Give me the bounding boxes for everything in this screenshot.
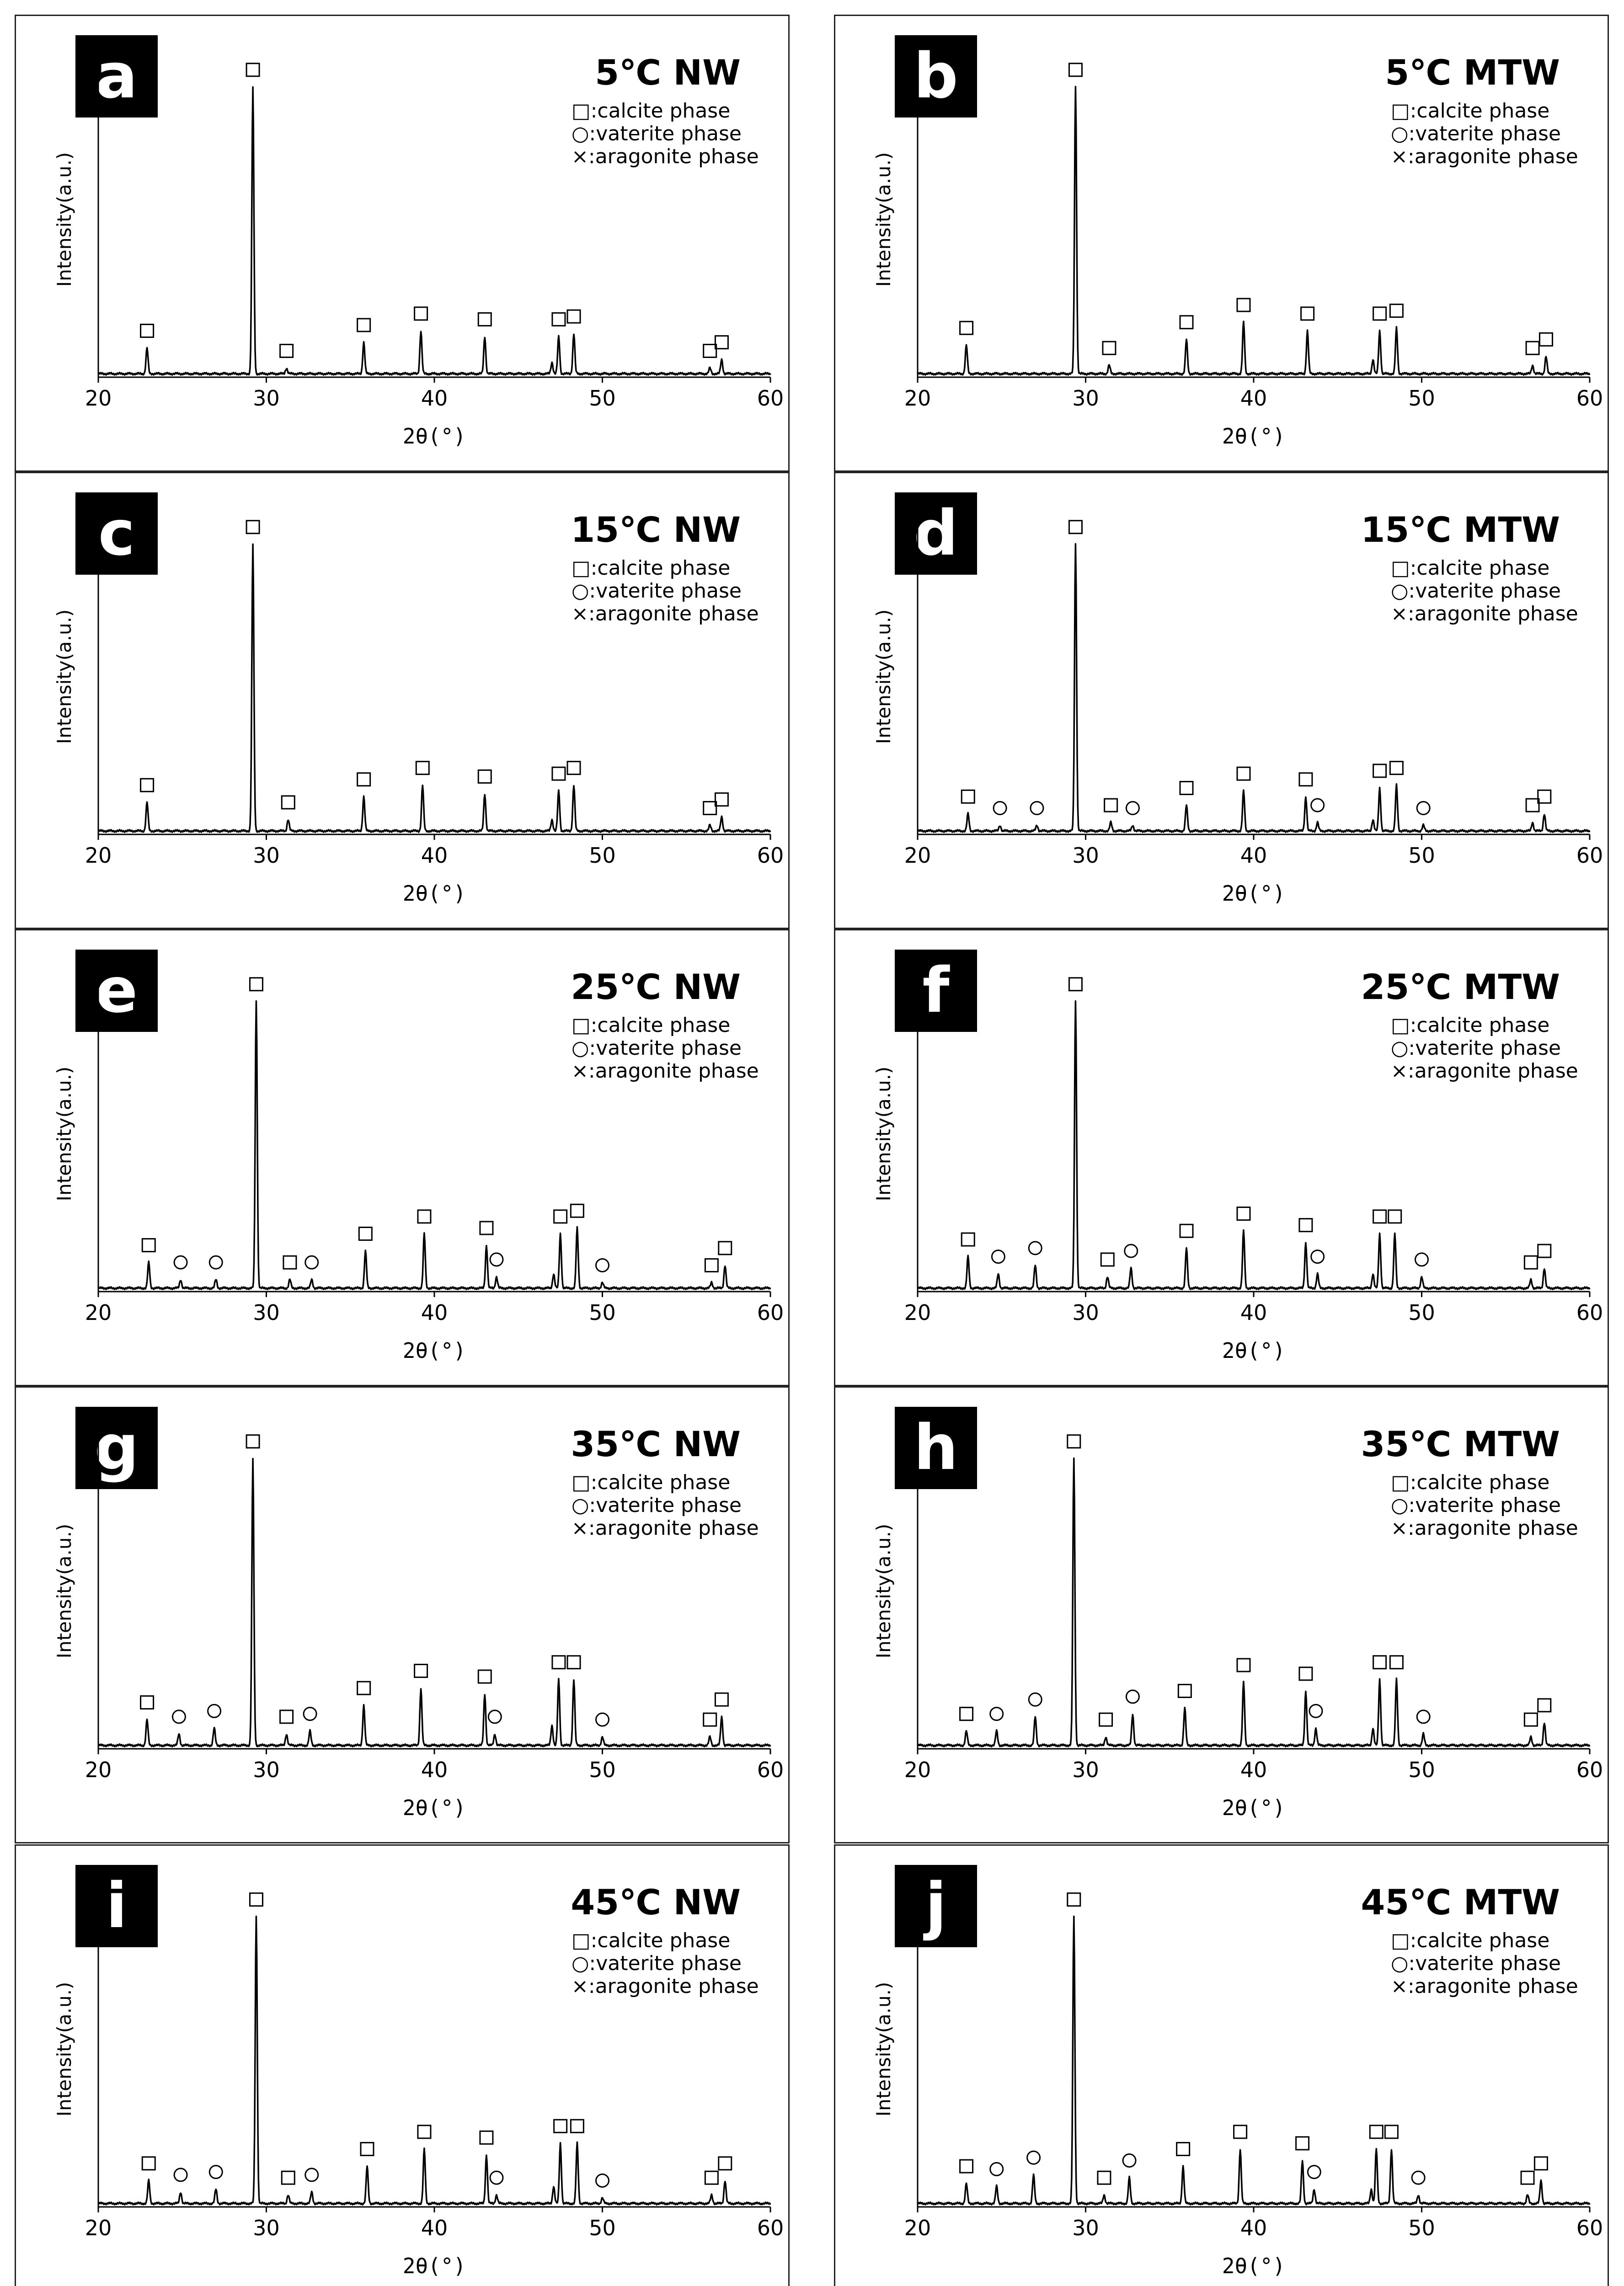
x-tick-label: 30 bbox=[1072, 386, 1099, 411]
x-tick-label: 20 bbox=[904, 386, 931, 411]
legend-entry: ○:vaterite phase bbox=[572, 579, 742, 603]
x-tick-label: 30 bbox=[1072, 2216, 1099, 2240]
y-axis-label: Intensity(a.u.) bbox=[53, 1982, 75, 2117]
x-tick-label: 50 bbox=[589, 2216, 616, 2240]
vaterite-marker bbox=[1126, 1690, 1139, 1703]
panel-letter: b bbox=[914, 40, 958, 112]
x-tick-label: 60 bbox=[757, 386, 784, 411]
chart-title: 5℃ MTW bbox=[1385, 52, 1560, 93]
vaterite-marker bbox=[490, 2171, 503, 2184]
calcite-marker bbox=[567, 762, 580, 774]
calcite-marker bbox=[719, 1242, 732, 1255]
calcite-marker bbox=[1539, 333, 1552, 346]
vaterite-marker bbox=[209, 1256, 222, 1269]
x-tick-label: 30 bbox=[1072, 843, 1099, 868]
x-tick-label: 50 bbox=[589, 1300, 616, 1325]
calcite-marker bbox=[1180, 782, 1193, 795]
calcite-marker bbox=[283, 1256, 296, 1269]
x-tick-label: 40 bbox=[1240, 843, 1267, 868]
calcite-marker bbox=[480, 1222, 493, 1234]
x-tick-label: 60 bbox=[1576, 1300, 1603, 1325]
vaterite-marker bbox=[1126, 801, 1139, 814]
calcite-marker bbox=[478, 313, 491, 326]
calcite-marker bbox=[1526, 342, 1539, 354]
calcite-marker bbox=[246, 64, 259, 76]
calcite-marker bbox=[1237, 299, 1250, 311]
vaterite-marker bbox=[990, 2163, 1003, 2175]
vaterite-marker bbox=[305, 1256, 318, 1269]
calcite-marker bbox=[1373, 764, 1386, 777]
x-tick-label: 20 bbox=[85, 1300, 112, 1325]
calcite-marker bbox=[1101, 1253, 1114, 1266]
vaterite-marker bbox=[174, 2168, 187, 2181]
calcite-marker bbox=[418, 2126, 431, 2138]
calcite-marker bbox=[246, 1435, 259, 1448]
y-axis-label: Intensity(a.u.) bbox=[872, 1982, 895, 2117]
calcite-marker bbox=[715, 793, 728, 806]
calcite-marker bbox=[567, 1656, 580, 1669]
calcite-marker bbox=[1237, 1207, 1250, 1220]
x-tick-label: 40 bbox=[421, 843, 448, 868]
legend-entry: □:calcite phase bbox=[572, 556, 731, 580]
calcite-marker bbox=[1098, 2171, 1111, 2184]
vaterite-marker bbox=[596, 2174, 609, 2187]
chart-svg-a bbox=[16, 16, 791, 473]
x-tick-label: 40 bbox=[421, 1757, 448, 1782]
calcite-marker bbox=[1373, 1210, 1386, 1223]
calcite-marker bbox=[280, 1710, 293, 1723]
chart-panel-g bbox=[15, 1386, 790, 1843]
calcite-marker bbox=[704, 1713, 716, 1726]
legend-entry: ○:vaterite phase bbox=[1391, 1494, 1561, 1517]
legend-entry: ×:aragonite phase bbox=[1391, 145, 1578, 168]
legend-entry: ×:aragonite phase bbox=[1391, 602, 1578, 625]
panel-letter: j bbox=[925, 1870, 947, 1942]
vaterite-marker bbox=[596, 1713, 609, 1726]
legend-entry: □:calcite phase bbox=[1391, 1471, 1550, 1494]
legend-entry: □:calcite phase bbox=[572, 1471, 731, 1494]
calcite-marker bbox=[960, 2160, 973, 2173]
x-tick-label: 40 bbox=[1240, 1757, 1267, 1782]
x-tick-label: 50 bbox=[1408, 2216, 1435, 2240]
calcite-marker bbox=[1069, 521, 1082, 534]
x-axis-label: 2θ(°) bbox=[402, 424, 466, 449]
chart-svg-d bbox=[835, 473, 1610, 930]
x-tick-label: 20 bbox=[85, 843, 112, 868]
chart-title: 15℃ NW bbox=[571, 509, 741, 550]
x-tick-label: 40 bbox=[1240, 1300, 1267, 1325]
x-tick-label: 20 bbox=[904, 1300, 931, 1325]
calcite-marker bbox=[1180, 316, 1193, 329]
calcite-marker bbox=[704, 801, 716, 814]
y-axis-label: Intensity(a.u.) bbox=[53, 1066, 75, 1202]
calcite-marker bbox=[478, 1670, 491, 1683]
calcite-marker bbox=[141, 779, 154, 791]
x-tick-label: 30 bbox=[253, 843, 280, 868]
calcite-marker bbox=[1390, 762, 1403, 774]
calcite-marker bbox=[280, 344, 293, 357]
calcite-marker bbox=[552, 1656, 565, 1669]
calcite-marker bbox=[358, 1682, 370, 1694]
calcite-marker bbox=[418, 1210, 431, 1223]
calcite-marker bbox=[1538, 790, 1551, 803]
calcite-marker bbox=[142, 2157, 155, 2170]
vaterite-marker bbox=[992, 1250, 1004, 1263]
legend-entry: □:calcite phase bbox=[572, 1929, 731, 1952]
calcite-marker bbox=[246, 521, 259, 534]
calcite-marker bbox=[141, 1696, 154, 1709]
x-tick-label: 50 bbox=[589, 386, 616, 411]
legend-entry: ○:vaterite phase bbox=[1391, 1952, 1561, 1975]
vaterite-marker bbox=[1308, 2166, 1320, 2179]
calcite-marker bbox=[141, 325, 154, 337]
calcite-marker bbox=[1390, 304, 1403, 317]
vaterite-marker bbox=[1027, 2151, 1040, 2164]
calcite-marker bbox=[552, 313, 565, 326]
calcite-marker bbox=[1100, 1713, 1112, 1726]
legend-entry: ○:vaterite phase bbox=[1391, 122, 1561, 145]
x-tick-label: 50 bbox=[1408, 1300, 1435, 1325]
x-tick-label: 20 bbox=[904, 1757, 931, 1782]
x-axis-label: 2θ(°) bbox=[1222, 424, 1286, 449]
x-tick-label: 40 bbox=[421, 386, 448, 411]
vaterite-marker bbox=[1125, 1244, 1138, 1257]
calcite-marker bbox=[1538, 1244, 1551, 1257]
calcite-marker bbox=[1068, 1435, 1080, 1448]
legend-entry: □:calcite phase bbox=[1391, 99, 1550, 123]
chart-svg-j bbox=[835, 1846, 1610, 2286]
calcite-marker bbox=[962, 790, 974, 803]
panel-letter: d bbox=[914, 497, 958, 570]
x-tick-label: 20 bbox=[85, 2216, 112, 2240]
calcite-marker bbox=[1180, 1224, 1193, 1237]
x-axis-label: 2θ(°) bbox=[402, 881, 466, 906]
calcite-marker bbox=[960, 1708, 973, 1720]
vaterite-marker bbox=[1309, 1704, 1322, 1717]
x-axis-label: 2θ(°) bbox=[1222, 1795, 1286, 1820]
calcite-marker bbox=[962, 1233, 974, 1246]
chart-title: 25℃ NW bbox=[571, 967, 741, 1007]
x-tick-label: 50 bbox=[1408, 1757, 1435, 1782]
vaterite-marker bbox=[304, 1708, 316, 1720]
calcite-marker bbox=[1301, 307, 1314, 320]
chart-svg-i bbox=[16, 1846, 791, 2286]
x-tick-label: 50 bbox=[589, 843, 616, 868]
chart-panel-b bbox=[834, 15, 1609, 472]
calcite-marker bbox=[1370, 2126, 1383, 2138]
vaterite-marker bbox=[1417, 1710, 1430, 1723]
calcite-marker bbox=[1299, 1219, 1312, 1232]
calcite-marker bbox=[1389, 1210, 1401, 1223]
x-axis-label: 2θ(°) bbox=[402, 2254, 466, 2278]
chart-panel-i bbox=[15, 1844, 790, 2286]
vaterite-marker bbox=[1029, 1242, 1042, 1255]
calcite-marker bbox=[361, 2142, 374, 2155]
legend-entry: ×:aragonite phase bbox=[572, 1059, 759, 1083]
vaterite-marker bbox=[1412, 2171, 1425, 2184]
chart-panel-d bbox=[834, 472, 1609, 929]
x-tick-label: 40 bbox=[1240, 386, 1267, 411]
vaterite-marker bbox=[596, 1259, 609, 1271]
calcite-marker bbox=[1069, 978, 1082, 991]
calcite-marker bbox=[1526, 799, 1539, 812]
calcite-marker bbox=[705, 2171, 718, 2184]
legend-entry: □:calcite phase bbox=[1391, 556, 1550, 580]
legend-entry: ×:aragonite phase bbox=[572, 1975, 759, 1998]
legend-entry: ○:vaterite phase bbox=[1391, 1036, 1561, 1060]
legend-entry: ×:aragonite phase bbox=[1391, 1517, 1578, 1540]
y-axis-label: Intensity(a.u.) bbox=[53, 609, 75, 744]
calcite-marker bbox=[480, 2131, 493, 2144]
x-axis-label: 2θ(°) bbox=[402, 1338, 466, 1363]
chart-panel-f bbox=[834, 929, 1609, 1386]
chart-panel-c bbox=[15, 472, 790, 929]
x-tick-label: 50 bbox=[589, 1757, 616, 1782]
x-axis-label: 2θ(°) bbox=[1222, 2254, 1286, 2278]
calcite-marker bbox=[1069, 64, 1082, 76]
vaterite-marker bbox=[1311, 799, 1324, 812]
legend-entry: □:calcite phase bbox=[572, 99, 731, 123]
panel-letter: e bbox=[95, 955, 138, 1027]
vaterite-marker bbox=[488, 1710, 501, 1723]
legend-entry: ○:vaterite phase bbox=[572, 1036, 742, 1060]
calcite-marker bbox=[142, 1239, 155, 1252]
vaterite-marker bbox=[994, 801, 1006, 814]
x-tick-label: 20 bbox=[85, 1757, 112, 1782]
calcite-marker bbox=[1234, 2126, 1247, 2138]
legend-entry: ×:aragonite phase bbox=[1391, 1059, 1578, 1083]
vaterite-marker bbox=[1416, 1253, 1428, 1266]
calcite-marker bbox=[960, 321, 973, 334]
legend-entry: ○:vaterite phase bbox=[572, 122, 742, 145]
calcite-marker bbox=[554, 2120, 567, 2132]
calcite-marker bbox=[1299, 773, 1312, 786]
x-tick-label: 60 bbox=[757, 1300, 784, 1325]
x-tick-label: 30 bbox=[253, 1300, 280, 1325]
vaterite-marker bbox=[174, 1256, 187, 1269]
x-tick-label: 30 bbox=[253, 2216, 280, 2240]
x-tick-label: 60 bbox=[757, 843, 784, 868]
calcite-marker bbox=[1103, 342, 1116, 354]
legend-entry: ○:vaterite phase bbox=[1391, 579, 1561, 603]
legend-entry: □:calcite phase bbox=[1391, 1929, 1550, 1952]
calcite-marker bbox=[1068, 1893, 1080, 1906]
calcite-marker bbox=[359, 1227, 372, 1240]
calcite-marker bbox=[1177, 2142, 1190, 2155]
calcite-marker bbox=[358, 773, 370, 786]
calcite-marker bbox=[1105, 799, 1117, 812]
calcite-marker bbox=[719, 2157, 732, 2170]
x-tick-label: 20 bbox=[904, 2216, 931, 2240]
vaterite-marker bbox=[305, 2168, 318, 2181]
calcite-marker bbox=[571, 2120, 583, 2132]
calcite-marker bbox=[1538, 1699, 1551, 1712]
calcite-marker bbox=[282, 796, 294, 809]
chart-title: 45℃ NW bbox=[571, 1882, 741, 1923]
chart-svg-f bbox=[835, 930, 1610, 1388]
x-tick-label: 50 bbox=[1408, 386, 1435, 411]
calcite-marker bbox=[1373, 307, 1386, 320]
chart-svg-e bbox=[16, 930, 791, 1388]
calcite-marker bbox=[478, 770, 491, 783]
calcite-marker bbox=[552, 767, 565, 780]
calcite-marker bbox=[1390, 1656, 1403, 1669]
x-axis-label: 2θ(°) bbox=[1222, 1338, 1286, 1363]
chart-panel-a bbox=[15, 15, 790, 472]
calcite-marker bbox=[358, 319, 370, 331]
panel-letter: f bbox=[922, 955, 950, 1027]
calcite-marker bbox=[571, 1204, 583, 1217]
y-axis-label: Intensity(a.u.) bbox=[872, 609, 895, 744]
calcite-marker bbox=[250, 1893, 262, 1906]
calcite-marker bbox=[1524, 1713, 1537, 1726]
calcite-marker bbox=[415, 1665, 427, 1677]
calcite-marker bbox=[1373, 1656, 1386, 1669]
calcite-marker bbox=[554, 1210, 567, 1223]
chart-panel-e bbox=[15, 929, 790, 1386]
chart-title: 35℃ NW bbox=[571, 1424, 741, 1464]
x-tick-label: 40 bbox=[421, 1300, 448, 1325]
legend-entry: ×:aragonite phase bbox=[572, 1517, 759, 1540]
x-tick-label: 60 bbox=[757, 1757, 784, 1782]
vaterite-marker bbox=[172, 1710, 185, 1723]
panel-letter: g bbox=[94, 1412, 139, 1484]
calcite-marker bbox=[1521, 2171, 1534, 2184]
chart-title: 35℃ MTW bbox=[1361, 1424, 1560, 1464]
calcite-marker bbox=[1237, 1659, 1250, 1672]
chart-panel-h bbox=[834, 1386, 1609, 1843]
legend-entry: ×:aragonite phase bbox=[572, 145, 759, 168]
y-axis-label: Intensity(a.u.) bbox=[872, 152, 895, 287]
calcite-marker bbox=[704, 344, 716, 357]
panel-letter: h bbox=[914, 1412, 958, 1484]
y-axis-label: Intensity(a.u.) bbox=[872, 1523, 895, 1659]
calcite-marker bbox=[282, 2171, 294, 2184]
calcite-marker bbox=[416, 762, 429, 774]
vaterite-marker bbox=[490, 1253, 503, 1266]
calcite-marker bbox=[1385, 2126, 1398, 2138]
chart-title: 15℃ MTW bbox=[1361, 509, 1560, 550]
chart-svg-c bbox=[16, 473, 791, 930]
vaterite-marker bbox=[990, 1708, 1003, 1720]
calcite-marker bbox=[1296, 2137, 1309, 2150]
legend-entry: □:calcite phase bbox=[1391, 1014, 1550, 1037]
chart-panel-j bbox=[834, 1844, 1609, 2286]
x-tick-label: 30 bbox=[253, 1757, 280, 1782]
vaterite-marker bbox=[208, 1704, 221, 1717]
chart-title: 45℃ MTW bbox=[1361, 1882, 1560, 1923]
chart-title: 5℃ NW bbox=[595, 52, 741, 93]
chart-svg-h bbox=[835, 1388, 1610, 1845]
vaterite-marker bbox=[209, 2166, 222, 2179]
calcite-marker bbox=[1534, 2157, 1547, 2170]
calcite-marker bbox=[1237, 767, 1250, 780]
x-tick-label: 20 bbox=[85, 386, 112, 411]
panel-letter: a bbox=[96, 40, 138, 112]
chart-svg-b bbox=[835, 16, 1610, 473]
vaterite-marker bbox=[1029, 1693, 1042, 1706]
x-tick-label: 60 bbox=[1576, 1757, 1603, 1782]
vaterite-marker bbox=[1311, 1250, 1324, 1263]
legend-entry: ×:aragonite phase bbox=[572, 602, 759, 625]
x-tick-label: 50 bbox=[1408, 843, 1435, 868]
x-tick-label: 30 bbox=[1072, 1300, 1099, 1325]
x-tick-label: 20 bbox=[904, 843, 931, 868]
calcite-marker bbox=[250, 978, 262, 991]
x-tick-label: 60 bbox=[757, 2216, 784, 2240]
x-tick-label: 60 bbox=[1576, 2216, 1603, 2240]
calcite-marker bbox=[1299, 1667, 1312, 1680]
x-tick-label: 60 bbox=[1576, 843, 1603, 868]
x-axis-label: 2θ(°) bbox=[402, 1795, 466, 1820]
calcite-marker bbox=[1524, 1256, 1537, 1269]
calcite-marker bbox=[567, 310, 580, 323]
y-axis-label: Intensity(a.u.) bbox=[53, 152, 75, 287]
panel-letter: c bbox=[98, 497, 135, 570]
vaterite-marker bbox=[1031, 801, 1043, 814]
calcite-marker bbox=[715, 336, 728, 349]
calcite-marker bbox=[715, 1693, 728, 1706]
x-tick-label: 30 bbox=[1072, 1757, 1099, 1782]
chart-svg-g bbox=[16, 1388, 791, 1845]
y-axis-label: Intensity(a.u.) bbox=[872, 1066, 895, 1202]
vaterite-marker bbox=[1417, 801, 1430, 814]
calcite-marker bbox=[1178, 1684, 1191, 1697]
calcite-marker bbox=[415, 307, 427, 320]
vaterite-marker bbox=[1123, 2154, 1136, 2167]
panel-letter: i bbox=[106, 1870, 128, 1942]
y-axis-label: Intensity(a.u.) bbox=[53, 1523, 75, 1659]
x-tick-label: 60 bbox=[1576, 386, 1603, 411]
x-tick-label: 30 bbox=[253, 386, 280, 411]
legend-entry: ○:vaterite phase bbox=[572, 1494, 742, 1517]
x-tick-label: 40 bbox=[421, 2216, 448, 2240]
legend-entry: □:calcite phase bbox=[572, 1014, 731, 1037]
legend-entry: ○:vaterite phase bbox=[572, 1952, 742, 1975]
calcite-marker bbox=[705, 1259, 718, 1271]
x-axis-label: 2θ(°) bbox=[1222, 881, 1286, 906]
chart-title: 25℃ MTW bbox=[1361, 967, 1560, 1007]
legend-entry: ×:aragonite phase bbox=[1391, 1975, 1578, 1998]
x-tick-label: 40 bbox=[1240, 2216, 1267, 2240]
